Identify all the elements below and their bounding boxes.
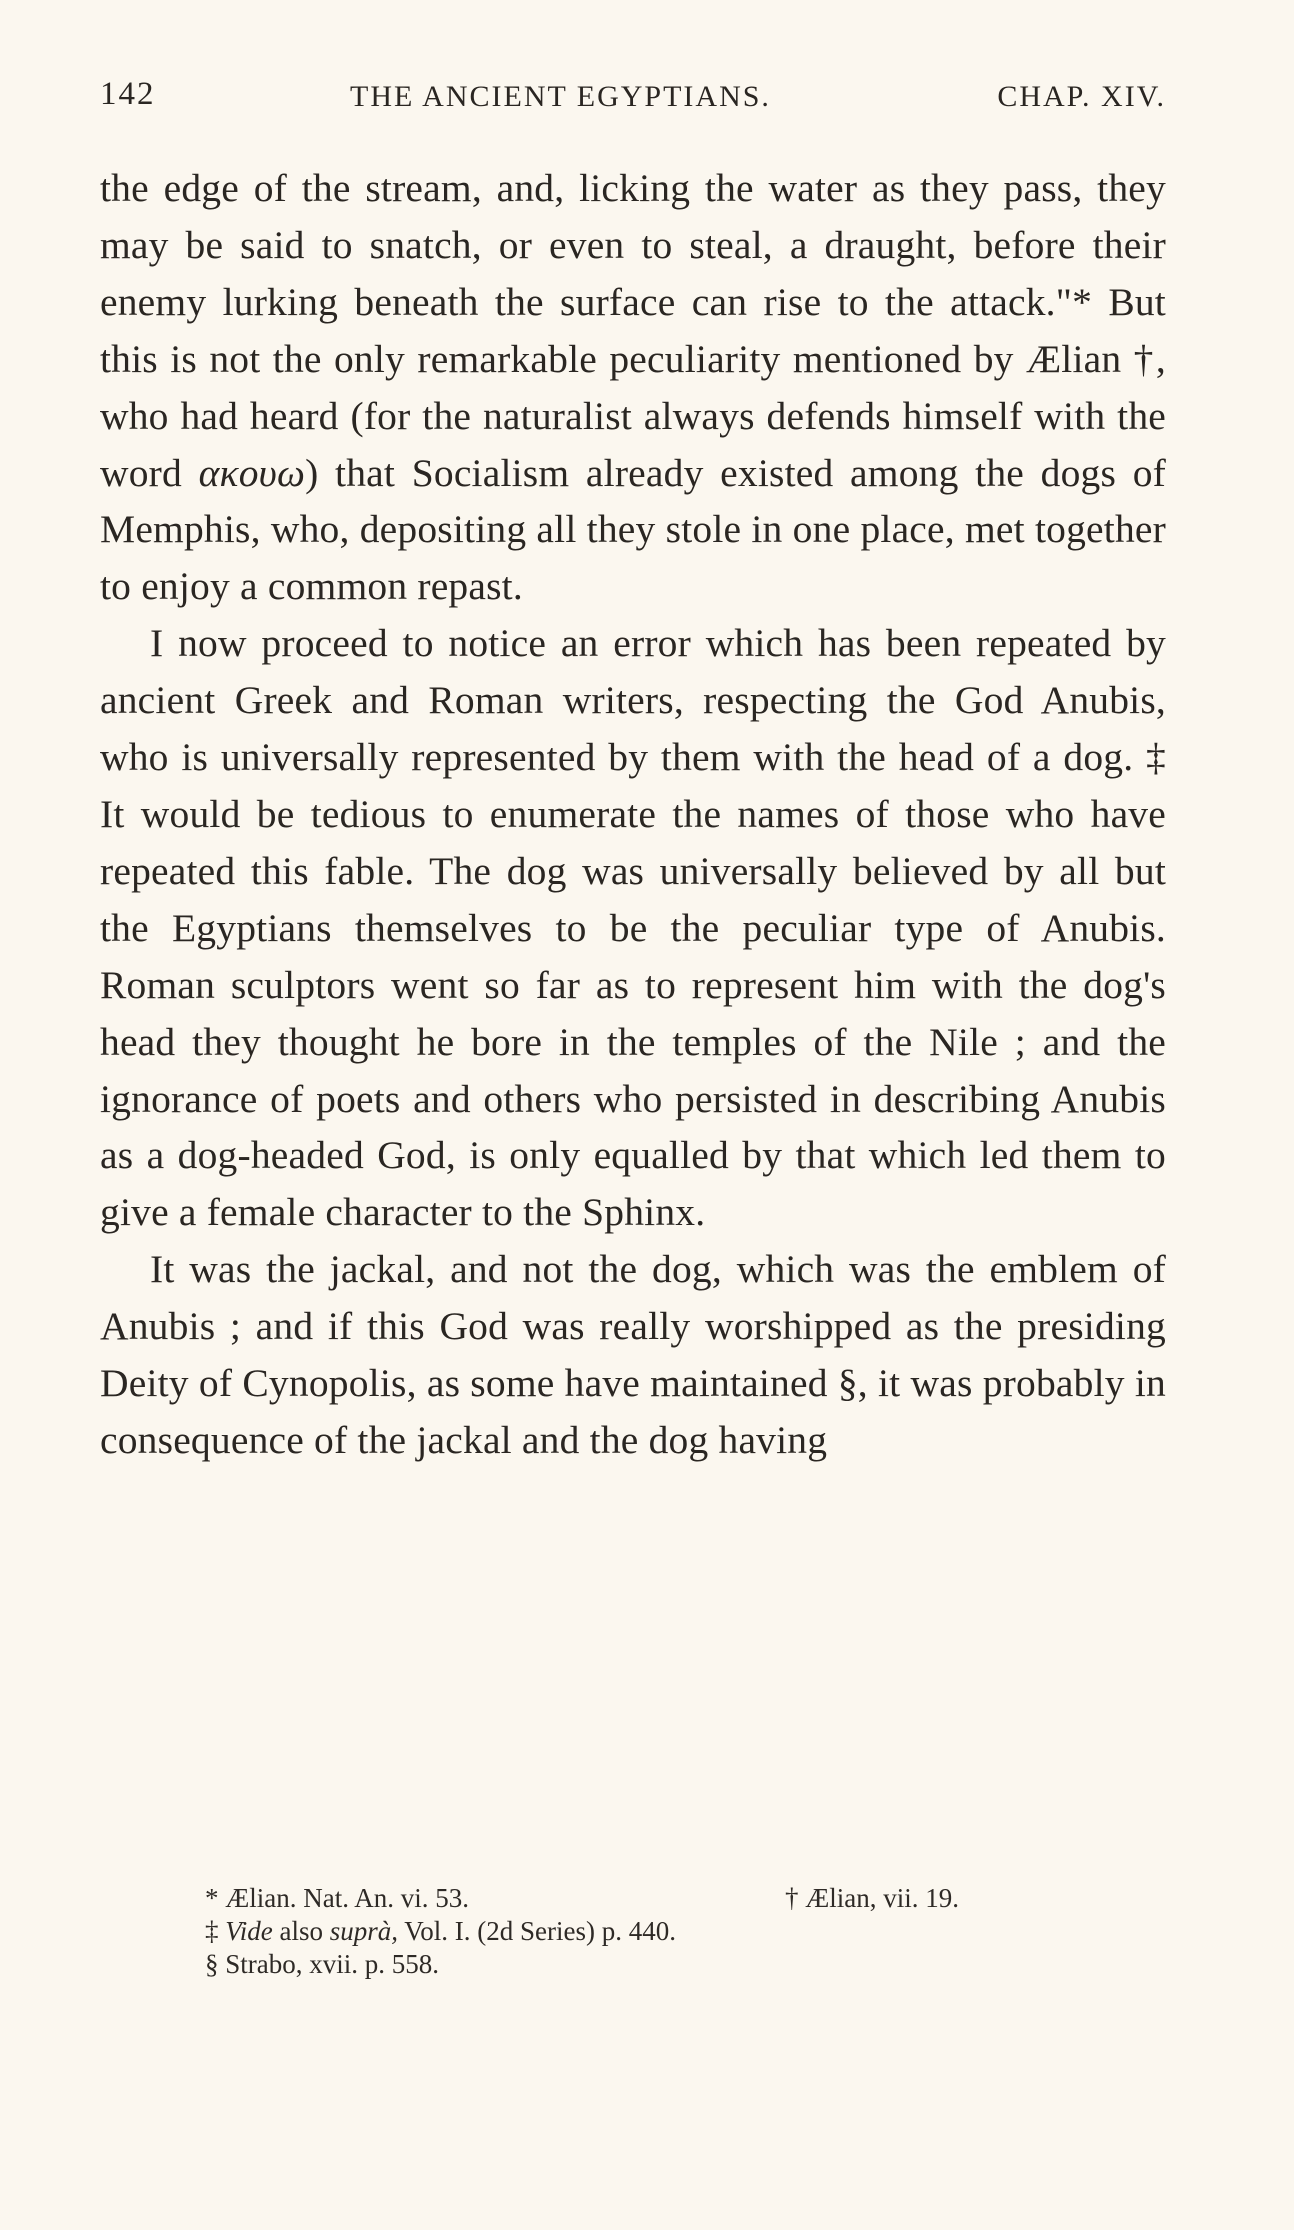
footnote-row-2 [205, 1915, 1105, 1948]
footnote-1: * Ælian. Nat. An. vi. 53. [205, 1883, 469, 1913]
footnote-row-3 [205, 1948, 1105, 1981]
paragraph-3: It was the jackal, and not the dog, which was the emblem of Anubis ; and if this God was really worshipped as the presiding Deity of Cynopolis, as some have maintained §, it was probably in consequence of the jackal and the dog having [100, 1247, 1166, 1462]
paragraph-1 [100, 160, 1166, 615]
footnotes [205, 1882, 1105, 1981]
footnote-3-vide: Vide [225, 1916, 273, 1946]
footnote-4: § Strabo, xvii. p. 558. [205, 1949, 439, 1979]
footnote-3-also: also [279, 1916, 323, 1946]
page-header [100, 76, 1166, 136]
paragraph-2: I now proceed to notice an error which has been repeated by ancient Greek and Roman writers, respecting the God Anubis, who is universally represented by them with the head of a dog. ‡ It would be tedious to enumerate the names of those who have repeated this fable. The dog was universally believed by all but the Egyptians themselves to be the peculiar type of Anubis. Roman sculptors went so far as to represent him with the dog's head they thought he bore in the temples of the Nile ; and the ignorance of poets and others who persisted in describing Anubis as a dog-headed God, is only equalled by that which led them to give a female character to the Sphinx. [100, 621, 1166, 1235]
footnote-2: † Ælian, vii. 19. [785, 1883, 959, 1913]
body-text [100, 160, 1166, 1469]
paragraph-1-text-a: the edge of the stream, and, licking the water as they pass, they may be said to snatch, or even to steal, a draught, before their enemy lurking beneath the surface can rise to the attack."* But this is not the only remarkable peculiarity mentioned by Ælian †, who had heard (for the naturalist always defends himself with the word [100, 166, 1166, 495]
footnote-3-rest: Vol. I. (2d Series) p. 440. [404, 1916, 676, 1946]
footnote-3-supra: suprà, [329, 1916, 398, 1946]
footnote-3 [205, 1916, 676, 1946]
greek-word: ακουω [198, 450, 306, 495]
page-number: 142 [100, 76, 156, 112]
paragraph-1-text-b: ) that Socialism already existed among the dogs of Memphis, who, depositing all they stole in one place, met together to enjoy a common repast. [100, 450, 1166, 609]
chapter-label: CHAP. XIV. [997, 80, 1166, 113]
footnote-row-1 [205, 1882, 1105, 1915]
footnote-3-mark: ‡ [205, 1916, 219, 1946]
running-title: THE ANCIENT EGYPTIANS. [350, 80, 771, 113]
